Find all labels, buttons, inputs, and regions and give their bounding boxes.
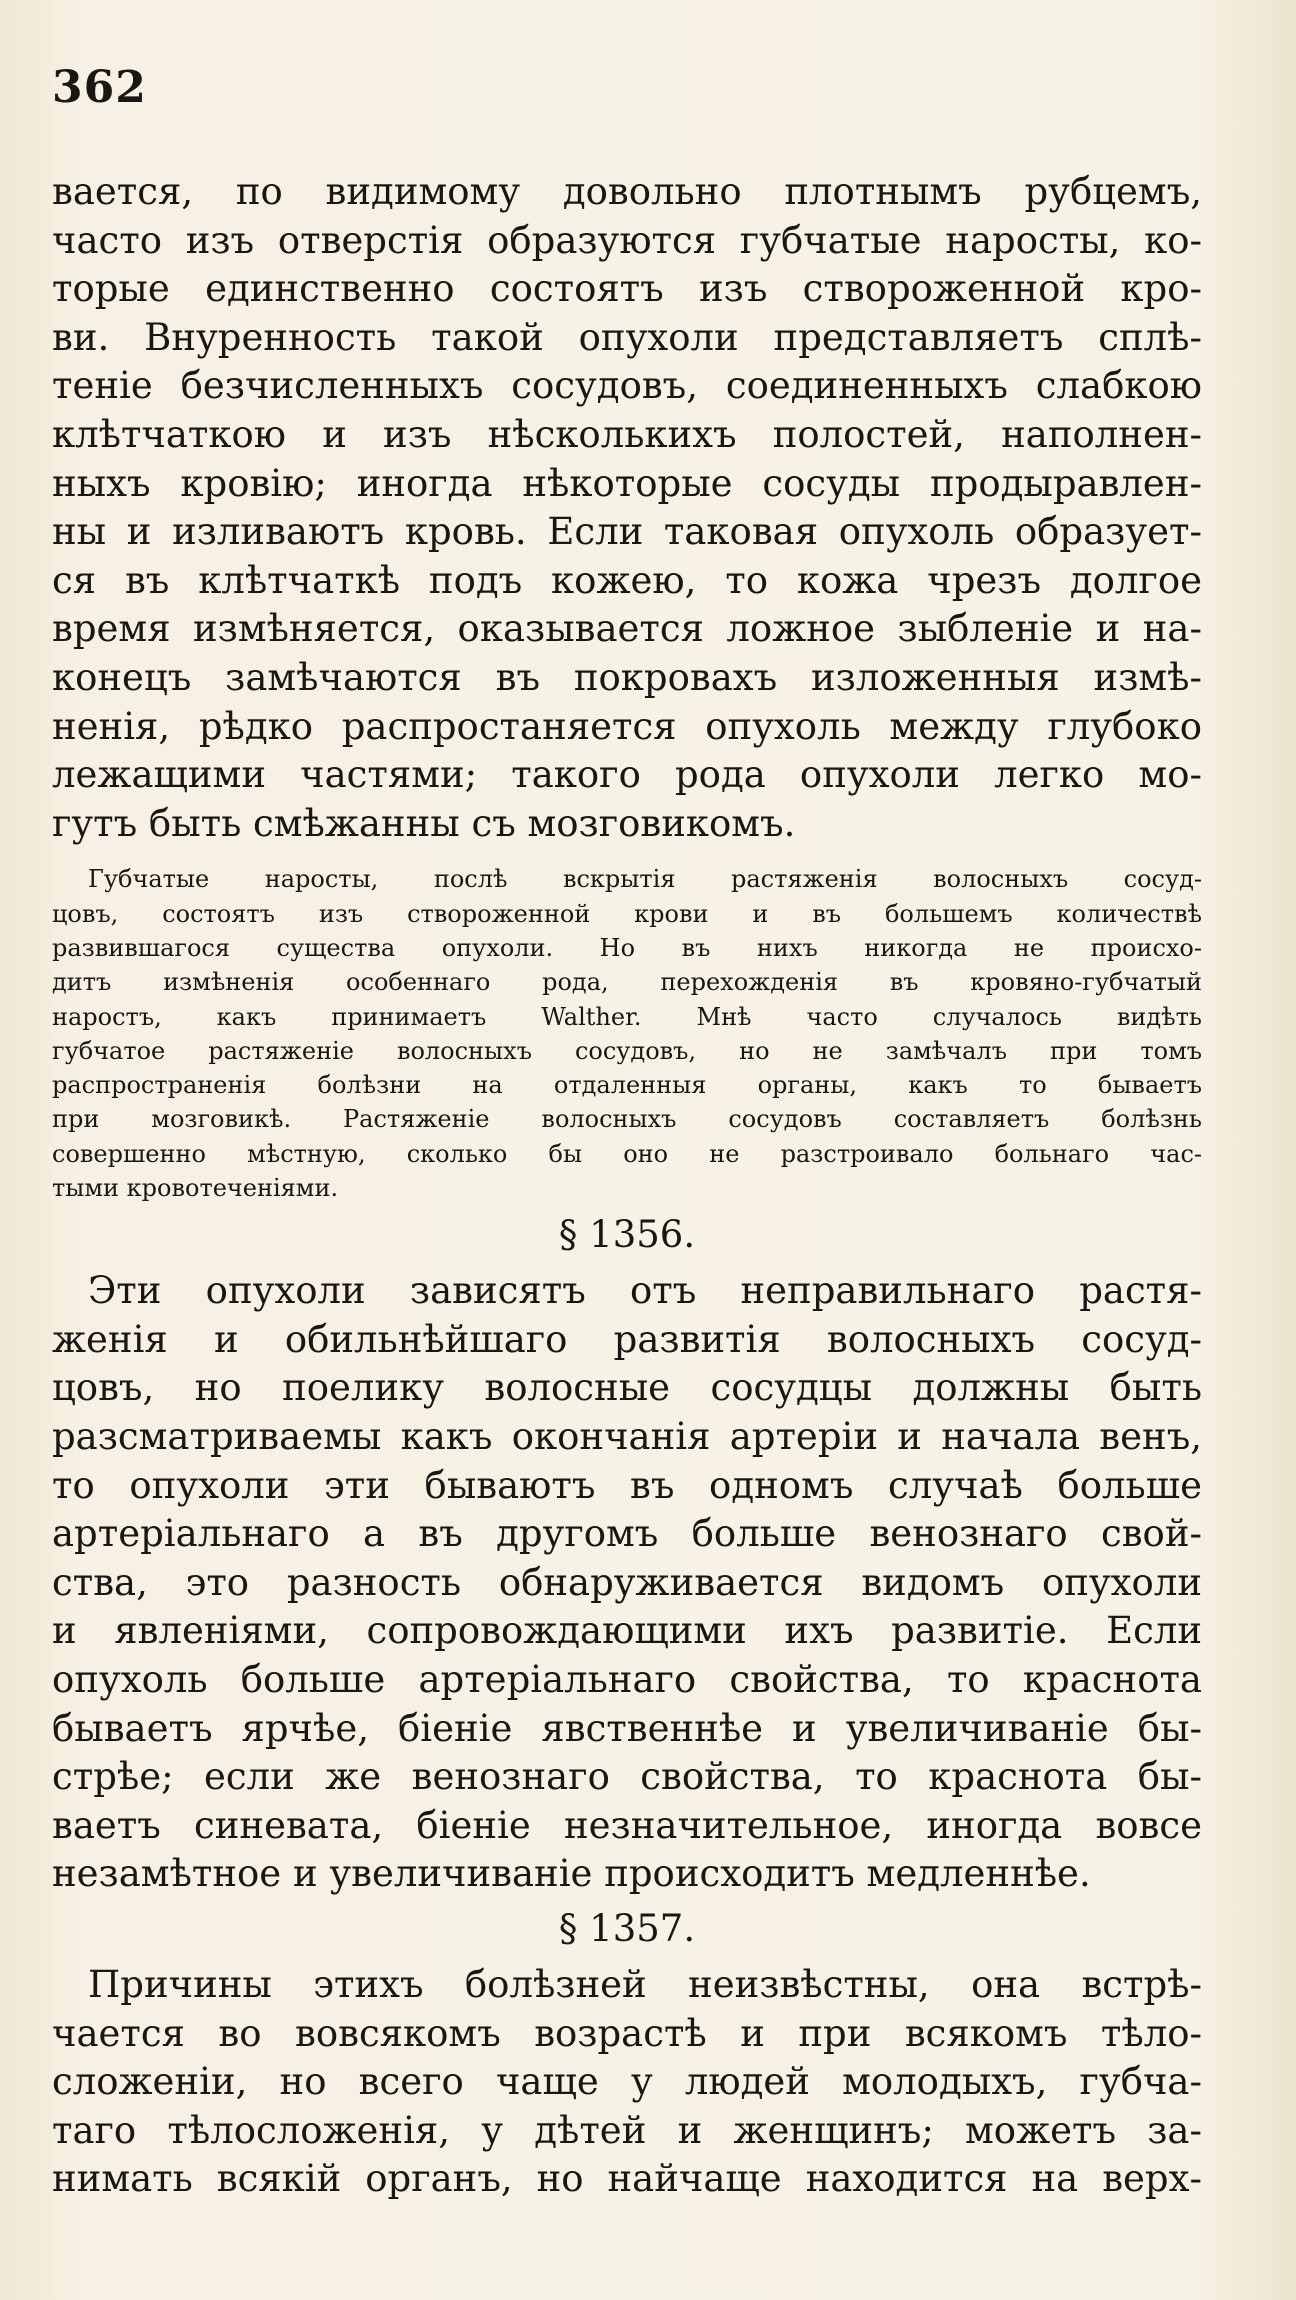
section-1356-line: стрѣе; если же венознаго свойства, то краснота бы- (52, 1755, 1202, 1799)
section-1356-line: то опухоли эти бываютъ въ одномъ случаѣ больше (52, 1463, 1202, 1507)
note-line: цовъ, состоятъ изъ створоженной крови и въ большемъ количествѣ (52, 899, 1202, 928)
intro-line: ся въ клѣтчаткѣ подъ кожею, то кожа чрезъ долгое (52, 558, 1202, 602)
section-1356-paragraph (52, 1267, 1202, 1899)
note-line: совершенно мѣстную, сколько бы оно не разстроивало больнаго час- (52, 1139, 1202, 1168)
section-1356-line: женія и обильнѣйшаго развитія волосныхъ сосуд- (52, 1317, 1202, 1361)
intro-line: ныхъ кровію; иногда нѣкоторые сосуды продыравлен- (52, 461, 1202, 505)
intro-line: лежащими частями; такого рода опухоли легко мо- (52, 753, 1202, 797)
intro-line: ви. Внуренность такой опухоли представляетъ сплѣ- (52, 315, 1202, 359)
section-1356-line: опухоль больше артеріальнаго свойства, то краснота (52, 1658, 1202, 1702)
page-number: 362 (52, 62, 147, 113)
note-line: губчатое растяженіе волосныхъ сосудовъ, но не замѣчалъ при томъ (52, 1036, 1202, 1065)
text-column (52, 168, 1202, 2204)
intro-line: вается, по видимому довольно плотнымъ рубцемъ, (52, 170, 1202, 213)
section-heading-1356: § 1356. (558, 1213, 696, 1257)
intro-paragraph (52, 168, 1202, 848)
note-line: при мозговикѣ. Растяженіе волосныхъ сосудовъ составляетъ болѣзнь (52, 1105, 1202, 1134)
intro-line: гутъ быть смѣжанны съ мозговикомъ. (52, 801, 796, 845)
section-1356-line: цовъ, но поелику волосные сосудцы должны быть (52, 1366, 1202, 1410)
section-1356-line: разсматриваемы какъ окончанія артеріи и начала венъ, (52, 1415, 1202, 1459)
section-1357-line: чается во вовсякомъ возрастѣ и при всякомъ тѣло- (52, 2011, 1202, 2055)
section-1356-line: Эти опухоли зависятъ отъ неправильнаго растя- (88, 1269, 1202, 1313)
note-line: Губчатые наросты, послѣ вскрытія растяженія волосныхъ сосуд- (88, 865, 1202, 894)
section-1356-line: ваетъ синевата, біеніе незначительное, иногда вовсе (52, 1803, 1202, 1847)
note-line: дитъ измѣненія особеннаго рода, перехожденія въ кровяно-губчатый (52, 968, 1202, 997)
intro-line: часто изъ отверстія образуются губчатые наросты, ко- (52, 218, 1202, 262)
note-line: распространенія болѣзни на отдаленныя органы, какъ то бываетъ (52, 1071, 1202, 1100)
section-1357-paragraph (52, 1961, 1202, 2204)
section-1356-line: и явленіями, сопровождающими ихъ развитіе. Если (52, 1609, 1202, 1653)
intro-line: ны и изливаютъ кровь. Если таковая опухоль образует- (52, 510, 1202, 554)
note-line: наростъ, какъ принимаетъ Walther. Мнѣ часто случалось видѣть (52, 1002, 1202, 1031)
intro-line: торые единственно состоятъ изъ створоженной кро- (52, 267, 1202, 311)
section-1356-line: ства, это разность обнаруживается видомъ опухоли (52, 1560, 1202, 1604)
section-1356-line: бываетъ ярчѣе, біеніе явственнѣе и увеличиваніе бы- (52, 1706, 1202, 1750)
footnote (52, 862, 1202, 1205)
section-1357-line: сложеніи, но всего чаще у людей молодыхъ, губча- (52, 2060, 1202, 2104)
section-1357-line: таго тѣлосложенія, у дѣтей и женщинъ; можетъ за- (52, 2108, 1202, 2152)
intro-line: теніе безчисленныхъ сосудовъ, соединенныхъ слабкою (52, 364, 1202, 408)
section-heading-1357: § 1357. (558, 1907, 696, 1950)
section-1356-line: артеріальнаго а въ другомъ больше венознаго свой- (52, 1512, 1202, 1556)
note-line: тыми кровотеченіями. (52, 1173, 339, 1202)
intro-line: клѣтчаткою и изъ нѣсколькихъ полостей, наполнен- (52, 412, 1202, 456)
section-1356-line: незамѣтное и увеличиваніе происходитъ медленнѣе. (52, 1852, 1091, 1896)
intro-line: ненія, рѣдко распростаняется опухоль между глубоко (52, 704, 1202, 748)
intro-line: время измѣняется, оказывается ложное зыбленіе и на- (52, 607, 1202, 651)
section-1357-line: Причины этихъ болѣзней неизвѣстны, она встрѣ- (88, 1963, 1202, 2006)
note-line: развившагося существа опухоли. Но въ нихъ никогда не происхо- (52, 933, 1202, 962)
intro-line: конецъ замѣчаются въ покровахъ изложенныя измѣ- (52, 655, 1202, 699)
section-1357-line: нимать всякій органъ, но найчаще находится на верх- (52, 2157, 1202, 2201)
